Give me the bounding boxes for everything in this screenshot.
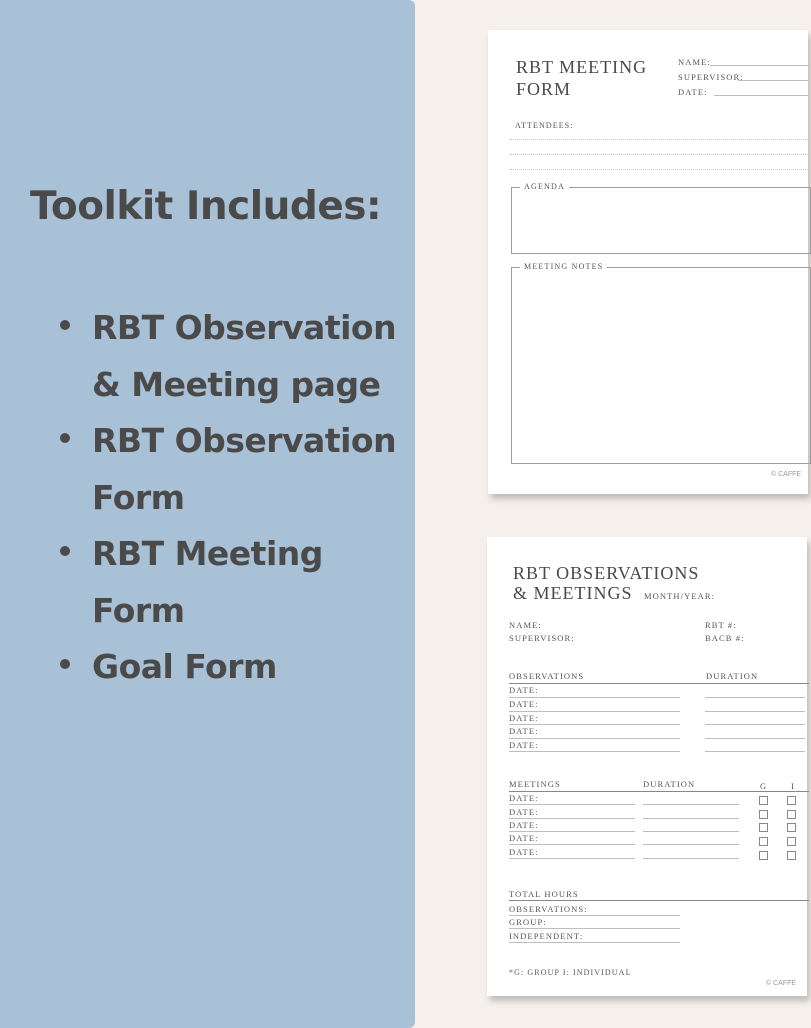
brand-logo: © CAFFE [771, 471, 802, 478]
meeting-duration-line[interactable] [643, 858, 739, 859]
meeting-date-label: DATE: [509, 833, 539, 843]
bullet-icon [60, 546, 70, 556]
total-observations-label: OBSERVATIONS: [509, 904, 588, 914]
obs-date-line[interactable] [509, 751, 680, 752]
bacb-number-label: BACB #: [705, 633, 745, 643]
meeting-date-line[interactable] [509, 818, 635, 819]
obs-date-label: DATE: [509, 740, 539, 750]
meetings-header: MEETINGS [509, 779, 561, 789]
attendees-line[interactable] [510, 169, 810, 170]
date-line[interactable] [714, 95, 808, 96]
toolkit-item: RBT Meeting Form [60, 526, 400, 639]
obs-date-label: DATE: [509, 699, 539, 709]
obs-date-line[interactable] [509, 738, 680, 739]
obs-duration-line[interactable] [705, 697, 805, 698]
meeting-duration-line[interactable] [643, 818, 739, 819]
attendees-line[interactable] [510, 154, 810, 155]
obs-date-label: DATE: [509, 726, 539, 736]
meeting-notes-label: MEETING NOTES [520, 262, 607, 271]
date-label: DATE: [678, 87, 708, 97]
agenda-label: AGENDA [520, 182, 569, 191]
meeting-date-line[interactable] [509, 831, 635, 832]
toolkit-list [60, 300, 400, 696]
toolkit-item: RBT Observation Form [60, 413, 400, 526]
meeting-form-title: RBT MEETING FORM [516, 57, 648, 99]
attendees-label: ATTENDEES: [515, 121, 574, 130]
observations-header-rule [509, 683, 809, 684]
total-group-line[interactable] [509, 928, 680, 929]
total-observations-line[interactable] [509, 915, 680, 916]
total-independent-line[interactable] [509, 942, 680, 943]
bullet-icon [60, 320, 70, 330]
obs-date-line[interactable] [509, 711, 680, 712]
total-group-label: GROUP: [509, 917, 547, 927]
individual-checkbox[interactable] [787, 810, 796, 819]
meetings-duration-header: DURATION [643, 779, 696, 789]
obs-date-line[interactable] [509, 724, 680, 725]
observations-form-sheet [487, 537, 807, 996]
observations-form-title: RBT OBSERVATIONS & MEETINGS MONTH/YEAR: [513, 563, 716, 603]
obs-duration-line[interactable] [705, 724, 805, 725]
agenda-box[interactable] [511, 182, 811, 254]
obs-date-label: DATE: [509, 685, 539, 695]
meeting-date-line[interactable] [509, 858, 635, 859]
meeting-duration-line[interactable] [643, 804, 739, 805]
copyright-icon: © [766, 980, 772, 987]
group-checkbox[interactable] [759, 837, 768, 846]
meeting-date-line[interactable] [509, 804, 635, 805]
total-hours-header: TOTAL HOURS [509, 889, 579, 899]
meeting-notes-box[interactable] [511, 262, 811, 464]
rbt-number-label: RBT #: [705, 620, 737, 630]
meeting-date-label: DATE: [509, 807, 539, 817]
brand-logo: © CAFFE [766, 980, 797, 987]
duration-header: DURATION [706, 671, 759, 681]
copyright-icon: © [771, 471, 777, 478]
meeting-duration-line[interactable] [643, 831, 739, 832]
total-independent-label: INDEPENDENT: [509, 931, 584, 941]
name-label: NAME: [678, 57, 711, 67]
name-line[interactable] [710, 65, 810, 66]
individual-header: I [791, 781, 795, 791]
individual-checkbox[interactable] [787, 837, 796, 846]
supervisor-label: SUPERVISOR: [509, 633, 575, 643]
obs-duration-line[interactable] [705, 751, 805, 752]
individual-checkbox[interactable] [787, 823, 796, 832]
toolkit-item: Goal Form [60, 639, 400, 696]
meeting-date-label: DATE: [509, 793, 539, 803]
group-checkbox[interactable] [759, 810, 768, 819]
group-checkbox[interactable] [759, 796, 768, 805]
meeting-duration-line[interactable] [643, 844, 739, 845]
attendees-line[interactable] [510, 139, 810, 140]
obs-duration-line[interactable] [705, 738, 805, 739]
individual-checkbox[interactable] [787, 796, 796, 805]
meeting-form-sheet [488, 30, 808, 494]
meeting-date-line[interactable] [509, 844, 635, 845]
toolkit-item: RBT Observation & Meeting page [60, 300, 400, 413]
bullet-icon [60, 433, 70, 443]
obs-duration-line[interactable] [705, 711, 805, 712]
meeting-date-label: DATE: [509, 847, 539, 857]
meetings-header-rule [509, 791, 809, 792]
group-header: G [760, 781, 768, 791]
toolkit-title: Toolkit Includes: [30, 184, 382, 229]
obs-date-line[interactable] [509, 697, 680, 698]
supervisor-line[interactable] [738, 80, 808, 81]
meeting-date-label: DATE: [509, 820, 539, 830]
bullet-icon [60, 659, 70, 669]
group-checkbox[interactable] [759, 823, 768, 832]
observations-header: OBSERVATIONS [509, 671, 585, 681]
individual-checkbox[interactable] [787, 851, 796, 860]
name-label: NAME: [509, 620, 542, 630]
footnote: *G: GROUP I: INDIVIDUAL [509, 968, 632, 977]
group-checkbox[interactable] [759, 851, 768, 860]
obs-date-label: DATE: [509, 713, 539, 723]
total-hours-rule [509, 900, 809, 901]
month-year-label: MONTH/YEAR: [644, 591, 716, 601]
supervisor-label: SUPERVISOR: [678, 72, 744, 82]
